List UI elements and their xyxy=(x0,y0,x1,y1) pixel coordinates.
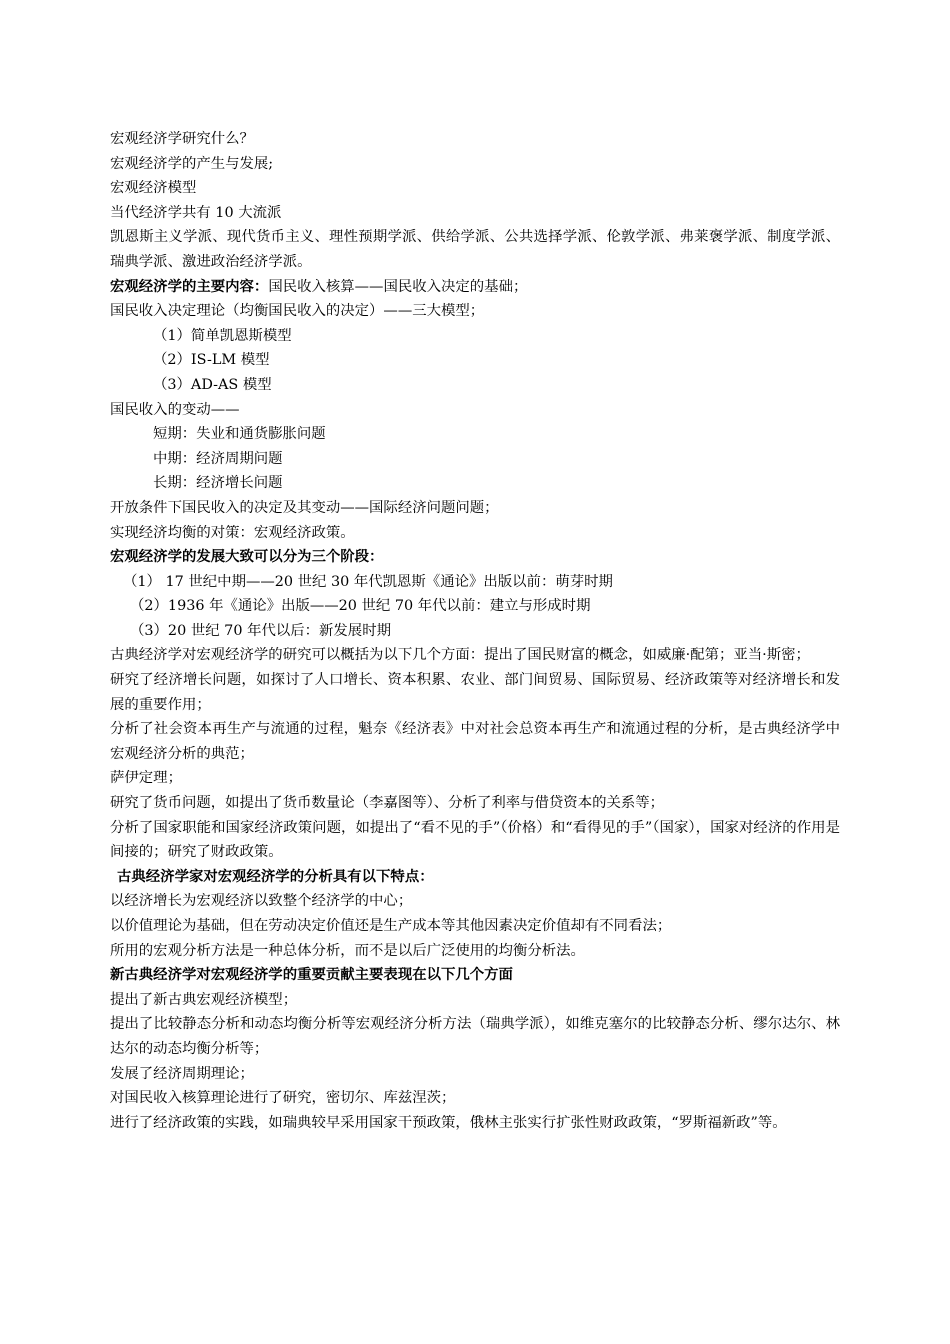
text-line: 开放条件下国民收入的决定及其变动——国际经济问题问题； xyxy=(110,499,499,516)
paragraph: 分析了社会资本再生产与流通的过程，魁奈《经济表》中对社会总资本再生产和流通过程的分析，是古典经济学中宏观经济分析的典范； xyxy=(110,721,840,762)
section-heading: 新古典经济学对宏观经济学的重要贡献主要表现在以下几个方面 xyxy=(110,966,513,984)
text-line: 对国民收入核算理论进行了研究，密切尔、库兹涅茨； xyxy=(110,1090,456,1107)
text-line: 宏观经济学研究什么？ xyxy=(110,131,254,147)
paragraph: 凯恩斯主义学派、现代货币主义、理性预期学派、供给学派、公共选择学派、伦敦学派、弗莱褒学派、制度学派、瑞典学派、激进政治经济学派。 xyxy=(110,229,840,270)
paragraph: 古典经济学对宏观经济学的研究可以概括为以下几个方面：提出了国民财富的概念，如威廉·配第；亚当·斯密； xyxy=(110,647,810,664)
text-line: 以价值理论为基础，但在劳动决定价值还是生产成本等其他因素决定价值却有不同看法； xyxy=(110,918,672,934)
text-line: 发展了经济周期理论； xyxy=(110,1065,254,1082)
list-item: （3）AD-AS 模型 xyxy=(153,376,272,393)
text-line: 以经济增长为宏观经济以致整个经济学的中心； xyxy=(110,893,413,910)
list-item: （2）1936 年《通论》出版——20 世纪 70 年代以前：建立与形成时期 xyxy=(130,598,591,615)
list-item: （1）简单凯恩斯模型 xyxy=(153,327,292,344)
list-item: （2）IS-LM 模型 xyxy=(153,352,270,369)
section-heading: 古典经济学家对宏观经济学的分析具有以下特点： xyxy=(117,867,434,885)
list-item: 短期：失业和通货膨胀问题 xyxy=(153,426,326,443)
text-line: 当代经济学共有 10 大流派 xyxy=(110,204,282,221)
paragraph: 提出了比较静态分析和动态均衡分析等宏观经济分析方法（瑞典学派），如维克塞尔的比较静态分析、缪尔达尔、林达尔的动态均衡分析等； xyxy=(110,1016,840,1057)
text-line: 提出了新古典宏观经济模型； xyxy=(110,991,298,1008)
list-item: （3）20 世纪 70 年代以后：新发展时期 xyxy=(130,622,391,639)
text-line: 萨伊定理； xyxy=(110,770,182,787)
list-item: （1） 17 世纪中期——20 世纪 30 年代凯恩斯《通论》出版以前：萌芽时期 xyxy=(123,573,613,590)
text-line: 宏观经济模型 xyxy=(110,180,197,197)
text-line: 研究了货币问题，如提出了货币数量论（李嘉图等）、分析了利率与借贷资本的关系等； xyxy=(110,795,665,812)
list-item: 长期：经济增长问题 xyxy=(153,475,283,492)
bold-heading: 宏观经济学的主要内容： xyxy=(110,277,269,295)
document-body xyxy=(110,127,840,1135)
section-heading: 宏观经济学的发展大致可以分为三个阶段： xyxy=(110,548,384,566)
text-line: 国民收入的变动—— xyxy=(110,401,240,418)
paragraph: 分析了国家职能和国家经济政策问题，如提出了“看不见的手”（价格）和“看得见的手”（国家），国家对经济的作用是间接的；研究了财政政策。 xyxy=(110,819,840,861)
paragraph: 进行了经济政策的实践，如瑞典较早采用国家干预政策，俄林主张实行扩张性财政政策，“罗斯福新政”等。 xyxy=(110,1114,787,1131)
text-line xyxy=(110,275,840,300)
text-line: 实现经济均衡的对策：宏观经济政策。 xyxy=(110,524,355,541)
inline-text: 国民收入核算——国民收入决定的基础； xyxy=(268,278,528,295)
text-line: 国民收入决定理论（均衡国民收入的决定）——三大模型； xyxy=(110,303,485,320)
text-line: 所用的宏观分析方法是一种总体分析，而不是以后广泛使用的均衡分析法。 xyxy=(110,942,585,959)
text-line: 宏观经济学的产生与发展; xyxy=(110,155,274,172)
list-item: 中期：经济周期问题 xyxy=(153,450,283,467)
paragraph: 研究了经济增长问题，如探讨了人口增长、资本积累、农业、部门间贸易、国际贸易、经济政策等对经济增长和发展的重要作用； xyxy=(110,672,840,713)
